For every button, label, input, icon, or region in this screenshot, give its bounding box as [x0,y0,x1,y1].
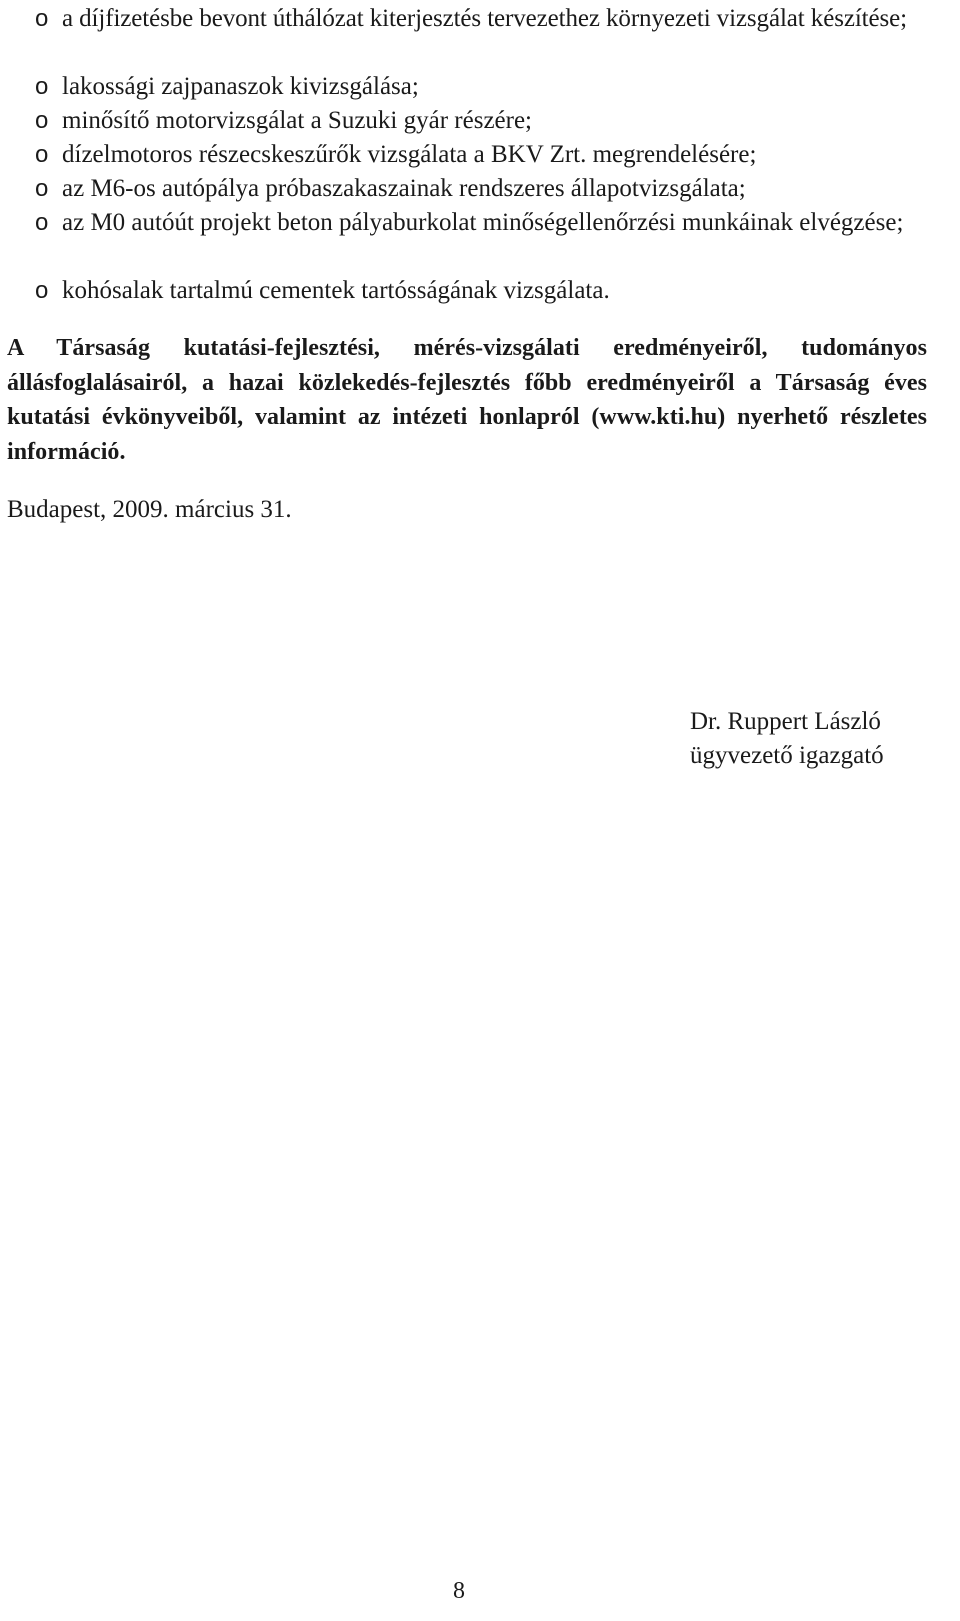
signatory-name: Dr. Ruppert László [690,708,881,735]
list-item-text: minősítő motorvizsgálat a Suzuki gyár részére; [62,107,533,134]
bullet-marker: o [35,141,49,168]
signature-block [690,705,884,773]
bullet-marker: o [35,175,49,202]
list-item-text: dízelmotoros részecskeszűrők vizsgálata a BKV Zrt. megrendelésére; [62,141,757,168]
bullet-marker: o [35,5,49,32]
signatory-title: ügyvezető igazgató [690,742,884,769]
bullet-marker: o [35,73,49,100]
bullet-marker: o [35,107,49,134]
list-item-text: az M0 autóút projekt beton pályaburkolat minőségellenőrzési munkáinak elvégzése; [62,209,904,236]
bullet-marker: o [35,209,49,236]
bullet-marker: o [35,277,49,304]
list-item-text: lakossági zajpanaszok kivizsgálása; [62,73,419,100]
date-line: Budapest, 2009. március 31. [7,496,292,523]
info-paragraph: A Társaság kutatási-fejlesztési, mérés-vizsgálati eredményeiről, tudományos állásfoglalásairól, a hazai közlekedés-fejlesztés főbb eredményeiről a Társaság éves kutatási évkönyveiből, valamint az intézeti honlapról (www.kti.hu) nyerhető részletes információ. [7,335,927,465]
list-item-text: a díjfizetésbe bevont úthálózat kiterjesztés tervezethez környezeti vizsgálat készítése; [62,5,907,32]
page-number: 8 [453,1578,465,1604]
list-item-text: az M6-os autópálya próbaszakaszainak rendszeres állapotvizsgálata; [62,175,746,202]
list-item-text: kohósalak tartalmú cementek tartósságának vizsgálata. [62,277,610,304]
